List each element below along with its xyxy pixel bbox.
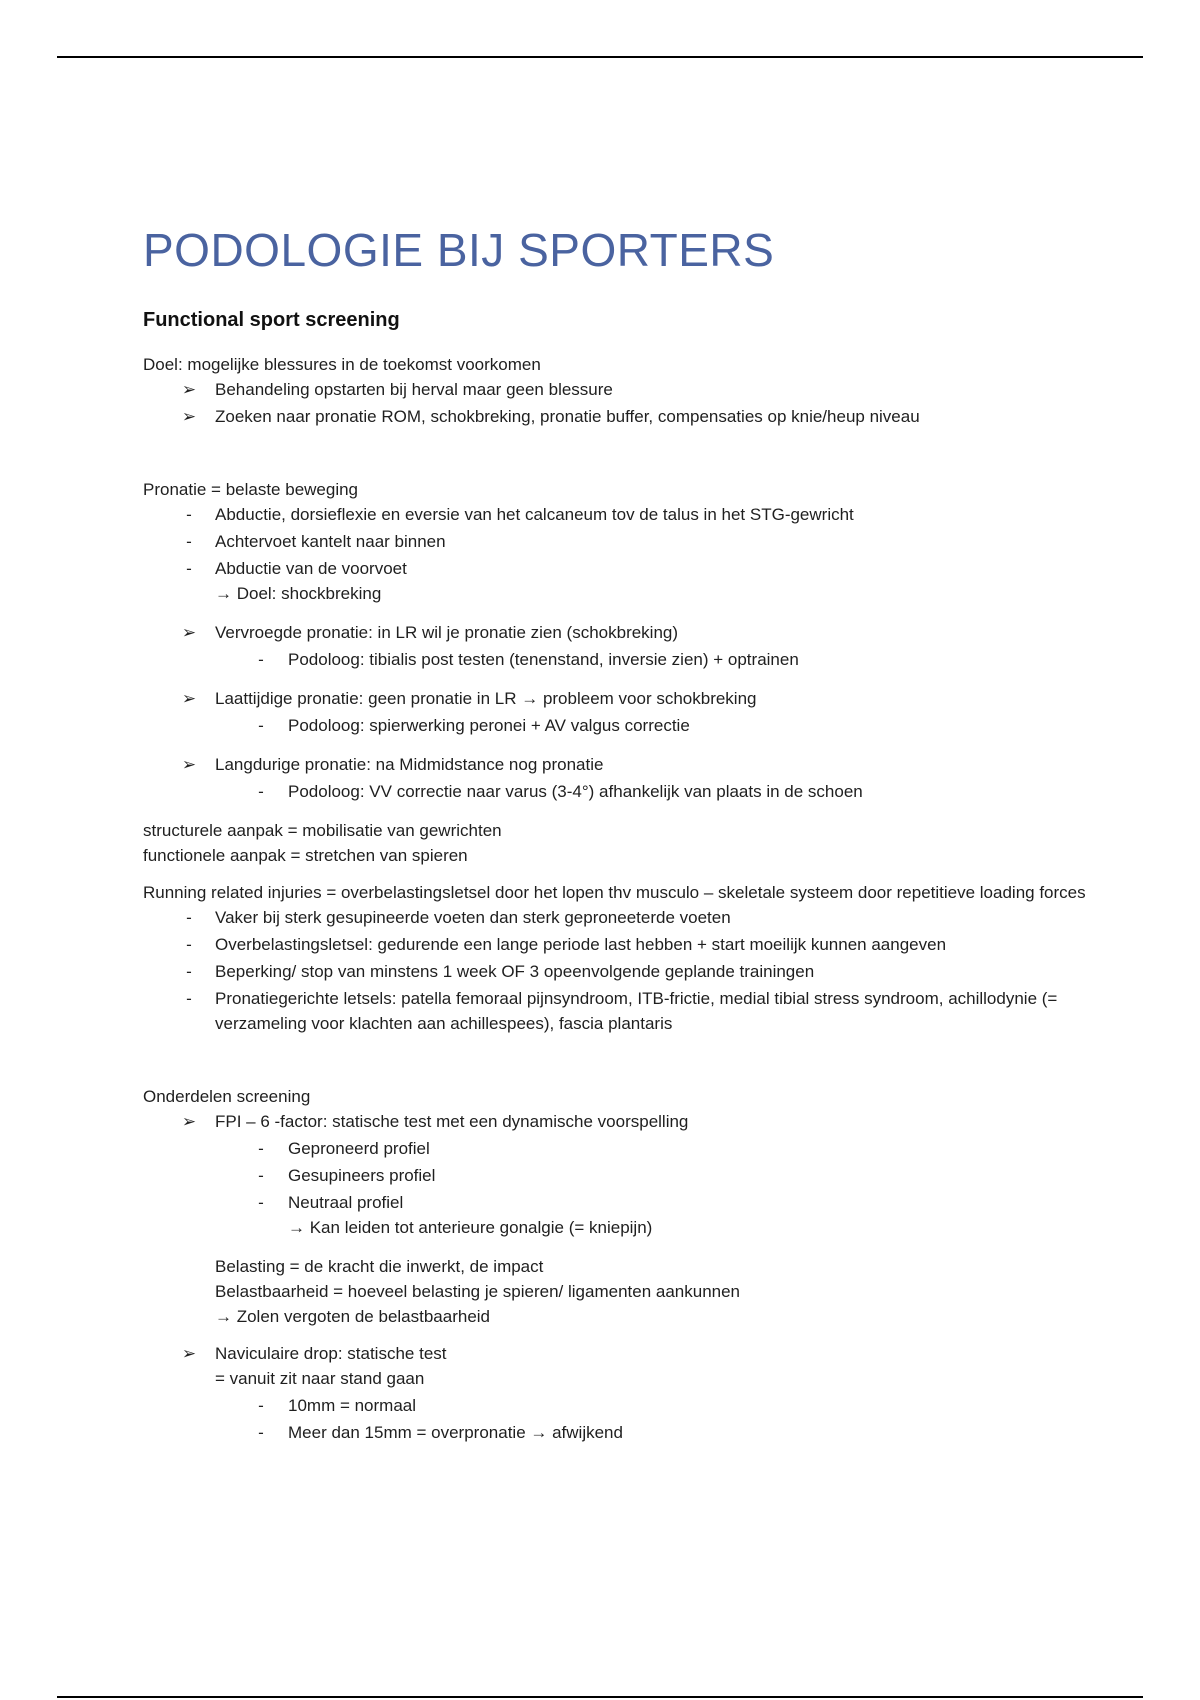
list-item <box>143 502 1093 527</box>
pronatie-list <box>143 502 1093 606</box>
list-item-text: Naviculaire drop: statische test <box>215 1344 447 1363</box>
section-heading: Functional sport screening <box>143 309 400 331</box>
top-rule <box>57 56 1143 58</box>
list-item <box>143 1109 1093 1134</box>
dash-bullet: - <box>186 962 192 981</box>
list-item <box>143 1190 1093 1240</box>
belastbaarheid-line: Belastbaarheid = hoeveel belasting je spieren/ ligamenten aankunnen <box>215 1282 741 1301</box>
list-item-text: Podoloog: spierwerking peronei + AV valgus correctie <box>288 716 690 735</box>
arrow-bullet-icon: ➢ <box>181 755 197 774</box>
list-item <box>143 713 1093 738</box>
dash-bullet: - <box>258 716 264 735</box>
list-item-text: Podoloog: tibialis post testen (tenenstand, inversie zien) + optrainen <box>288 650 799 669</box>
dash-bullet: - <box>186 935 192 954</box>
list-item <box>143 620 1093 645</box>
running-intro: Running related injuries = overbelastingsletsel door het lopen thv musculo – skeletale systeem door repetitieve loading forces <box>143 883 1086 902</box>
dash-bullet: - <box>186 505 192 524</box>
pronatie-intro: Pronatie = belaste beweging <box>143 480 359 499</box>
list-item <box>143 404 1093 429</box>
list-item-text: Vervroegde pronatie: in LR wil je pronatie zien (schokbreking) <box>215 623 679 642</box>
navicular-list <box>143 1341 1093 1445</box>
list-item <box>143 686 1093 711</box>
list-item-text: Meer dan 15mm = overpronatie → afwijkend <box>288 1423 623 1442</box>
list-item-text: FPI – 6 -factor: statische test met een dynamische voorspelling <box>215 1112 689 1131</box>
arrow-bullet-icon: ➢ <box>181 1112 197 1131</box>
dash-bullet: - <box>186 908 192 927</box>
bottom-rule <box>57 1696 1143 1698</box>
list-item-text: Zoeken naar pronatie ROM, schokbreking, pronatie buffer, compensaties op knie/heup niveau <box>215 407 920 426</box>
list-item <box>143 556 1093 606</box>
pronatie-types <box>143 752 1093 804</box>
belasting-line: Belasting = de kracht die inwerkt, de impact <box>215 1257 544 1276</box>
list-item-text: Langdurige pronatie: na Midmidstance nog pronatie <box>215 755 604 774</box>
doel-intro: Doel: mogelijke blessures in de toekomst voorkomen <box>143 355 541 374</box>
doel-list <box>143 377 1093 429</box>
pronatie-types <box>143 620 1093 672</box>
list-item <box>143 1420 1093 1445</box>
list-item-text: Overbelastingsletsel: gedurende een lange periode last hebben + start moeilijk kunnen aangeven <box>215 935 947 954</box>
list-item-text: Geproneerd profiel <box>288 1139 430 1158</box>
list-item-text: Achtervoet kantelt naar binnen <box>215 532 446 551</box>
navicular-subline: = vanuit zit naar stand gaan <box>215 1369 425 1388</box>
dash-bullet: - <box>258 1139 264 1158</box>
list-item-text: Podoloog: VV correctie naar varus (3-4°) afhankelijk van plaats in de schoen <box>288 782 863 801</box>
list-item-text: Abductie van de voorvoet <box>215 559 407 578</box>
list-item <box>143 932 1093 957</box>
list-item-text: Vaker bij sterk gesupineerde voeten dan sterk geproneeterde voeten <box>215 908 731 927</box>
doel-shockbreking: → Doel: shockbreking <box>215 584 382 603</box>
dash-bullet: - <box>258 1166 264 1185</box>
list-item <box>143 959 1093 984</box>
dash-bullet: - <box>258 1193 264 1212</box>
dash-bullet: - <box>258 1396 264 1415</box>
list-item-text: 10mm = normaal <box>288 1396 417 1415</box>
list-item <box>143 779 1093 804</box>
dash-bullet: - <box>258 782 264 801</box>
aanpak-functioneel: functionele aanpak = stretchen van spieren <box>143 846 468 865</box>
neutraal-note: → Kan leiden tot anterieure gonalgie (= kniepijn) <box>288 1218 653 1237</box>
list-item <box>143 1341 1093 1391</box>
list-item-text: Beperking/ stop van minstens 1 week OF 3 opeenvolgende geplande trainingen <box>215 962 815 981</box>
arrow-bullet-icon: ➢ <box>181 689 197 708</box>
pronatie-types <box>143 686 1093 738</box>
list-item-text: Pronatiegerichte letsels: patella femoraal pijnsyndroom, ITB-frictie, medial tibial stress syndroom, achillodynie (= verzameling voor klachten aan achillespees), fascia plantaris <box>215 989 1058 1033</box>
document-page <box>143 220 1093 1447</box>
list-item <box>143 647 1093 672</box>
page-title: PODOLOGIE BIJ SPORTERS <box>143 224 775 276</box>
running-list <box>143 905 1093 1036</box>
dash-bullet: - <box>258 650 264 669</box>
list-item-text: Laattijdige pronatie: geen pronatie in LR → probleem voor schokbreking <box>215 689 757 708</box>
list-item-text: Abductie, dorsieflexie en eversie van het calcaneum tov de talus in het STG-gewricht <box>215 505 854 524</box>
list-item <box>143 1136 1093 1161</box>
list-item <box>143 905 1093 930</box>
zolen-line: → Zolen vergoten de belastbaarheid <box>215 1307 491 1326</box>
arrow-bullet-icon: ➢ <box>181 1344 197 1363</box>
dash-bullet: - <box>186 559 192 578</box>
list-item-text: Behandeling opstarten bij herval maar geen blessure <box>215 380 613 399</box>
list-item <box>143 752 1093 777</box>
onderdelen-list <box>143 1109 1093 1240</box>
list-item <box>143 1163 1093 1188</box>
onderdelen-intro: Onderdelen screening <box>143 1087 311 1106</box>
list-item-text: Neutraal profiel <box>288 1193 404 1212</box>
list-item <box>143 529 1093 554</box>
arrow-bullet-icon: ➢ <box>181 380 197 399</box>
dash-bullet: - <box>186 989 192 1008</box>
dash-bullet: - <box>186 532 192 551</box>
list-item-text: Gesupineers profiel <box>288 1166 436 1185</box>
arrow-bullet-icon: ➢ <box>181 407 197 426</box>
arrow-bullet-icon: ➢ <box>181 623 197 642</box>
list-item <box>143 986 1093 1036</box>
list-item <box>143 1393 1093 1418</box>
aanpak-structureel: structurele aanpak = mobilisatie van gewrichten <box>143 821 502 840</box>
dash-bullet: - <box>258 1423 264 1442</box>
list-item <box>143 377 1093 402</box>
